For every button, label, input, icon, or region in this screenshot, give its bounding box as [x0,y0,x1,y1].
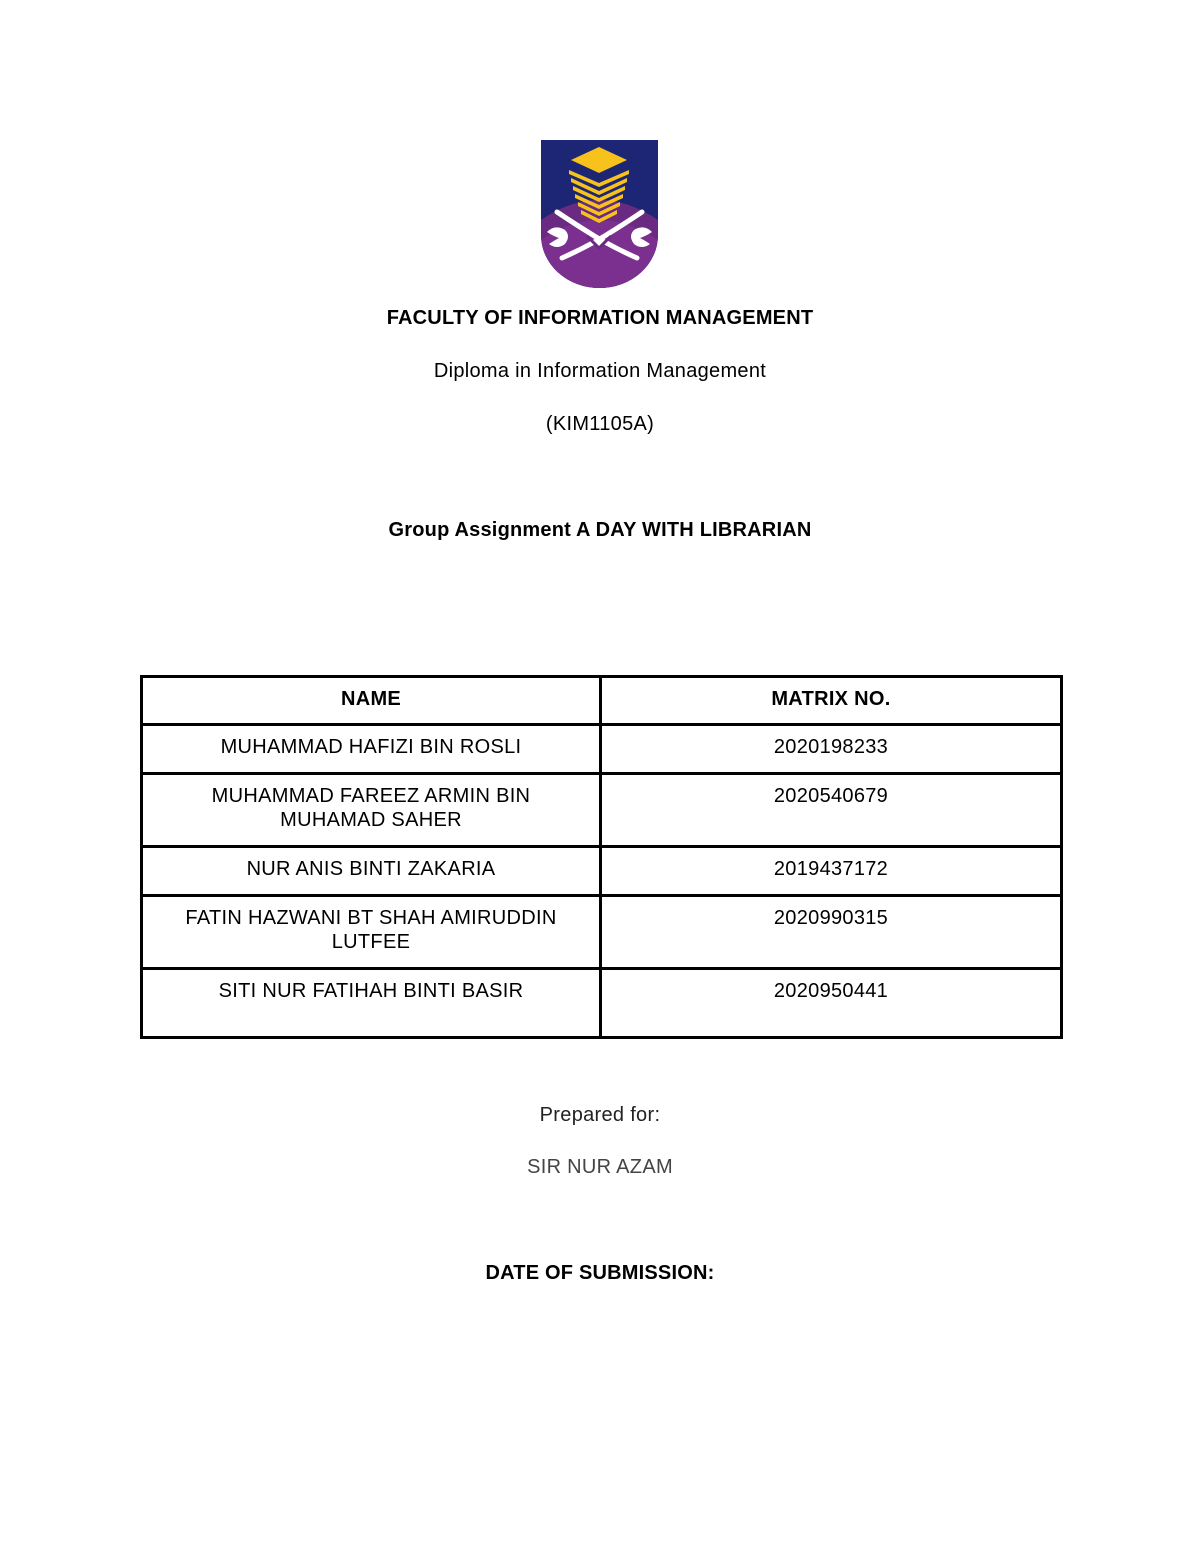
university-crest-logo [541,140,658,288]
member-name [142,969,601,1038]
table-row [142,847,1062,896]
member-name [142,896,601,969]
member-name-text: NUR ANIS BINTI ZAKARIA [246,858,496,880]
member-name-text: MUHAMMAD HAFIZI BIN ROSLI [220,736,522,758]
faculty-title: FACULTY OF INFORMATION MANAGEMENT [386,307,814,329]
course-code: (KIM1105A) [545,413,655,435]
member-name-text-line2: MUHAMAD SAHER [280,809,462,831]
group-members-table [140,675,1063,1039]
member-name [142,774,601,847]
member-matrix-no: 2020198233 [601,725,1062,774]
member-matrix-no: 2019437172 [601,847,1062,896]
table-row [142,969,1062,1038]
name-column-header: NAME [142,677,601,725]
member-name [142,725,601,774]
member-name-text: SITI NUR FATIHAH BINTI BASIR [218,980,524,1002]
member-name-text-line2: LUTFEE [331,931,411,953]
member-matrix-no: 2020950441 [601,969,1062,1038]
table-row [142,725,1062,774]
member-name-text: MUHAMMAD FAREEZ ARMIN BIN [211,785,531,807]
table-header-row [142,677,1062,725]
program-name: Diploma in Information Management [433,360,767,382]
table-row [142,896,1062,969]
assignment-title: Group Assignment A DAY WITH LIBRARIAN [388,519,812,541]
table-row [142,774,1062,847]
member-name-text: FATIN HAZWANI BT SHAH AMIRUDDIN [185,907,557,929]
member-matrix-no: 2020540679 [601,774,1062,847]
lecturer-name: SIR NUR AZAM [527,1156,673,1178]
member-name [142,847,601,896]
member-matrix-no: 2020990315 [601,896,1062,969]
date-of-submission-label: DATE OF SUBMISSION: [485,1262,715,1284]
prepared-for-label: Prepared for: [539,1104,661,1126]
matrix-column-header: MATRIX NO. [601,677,1062,725]
